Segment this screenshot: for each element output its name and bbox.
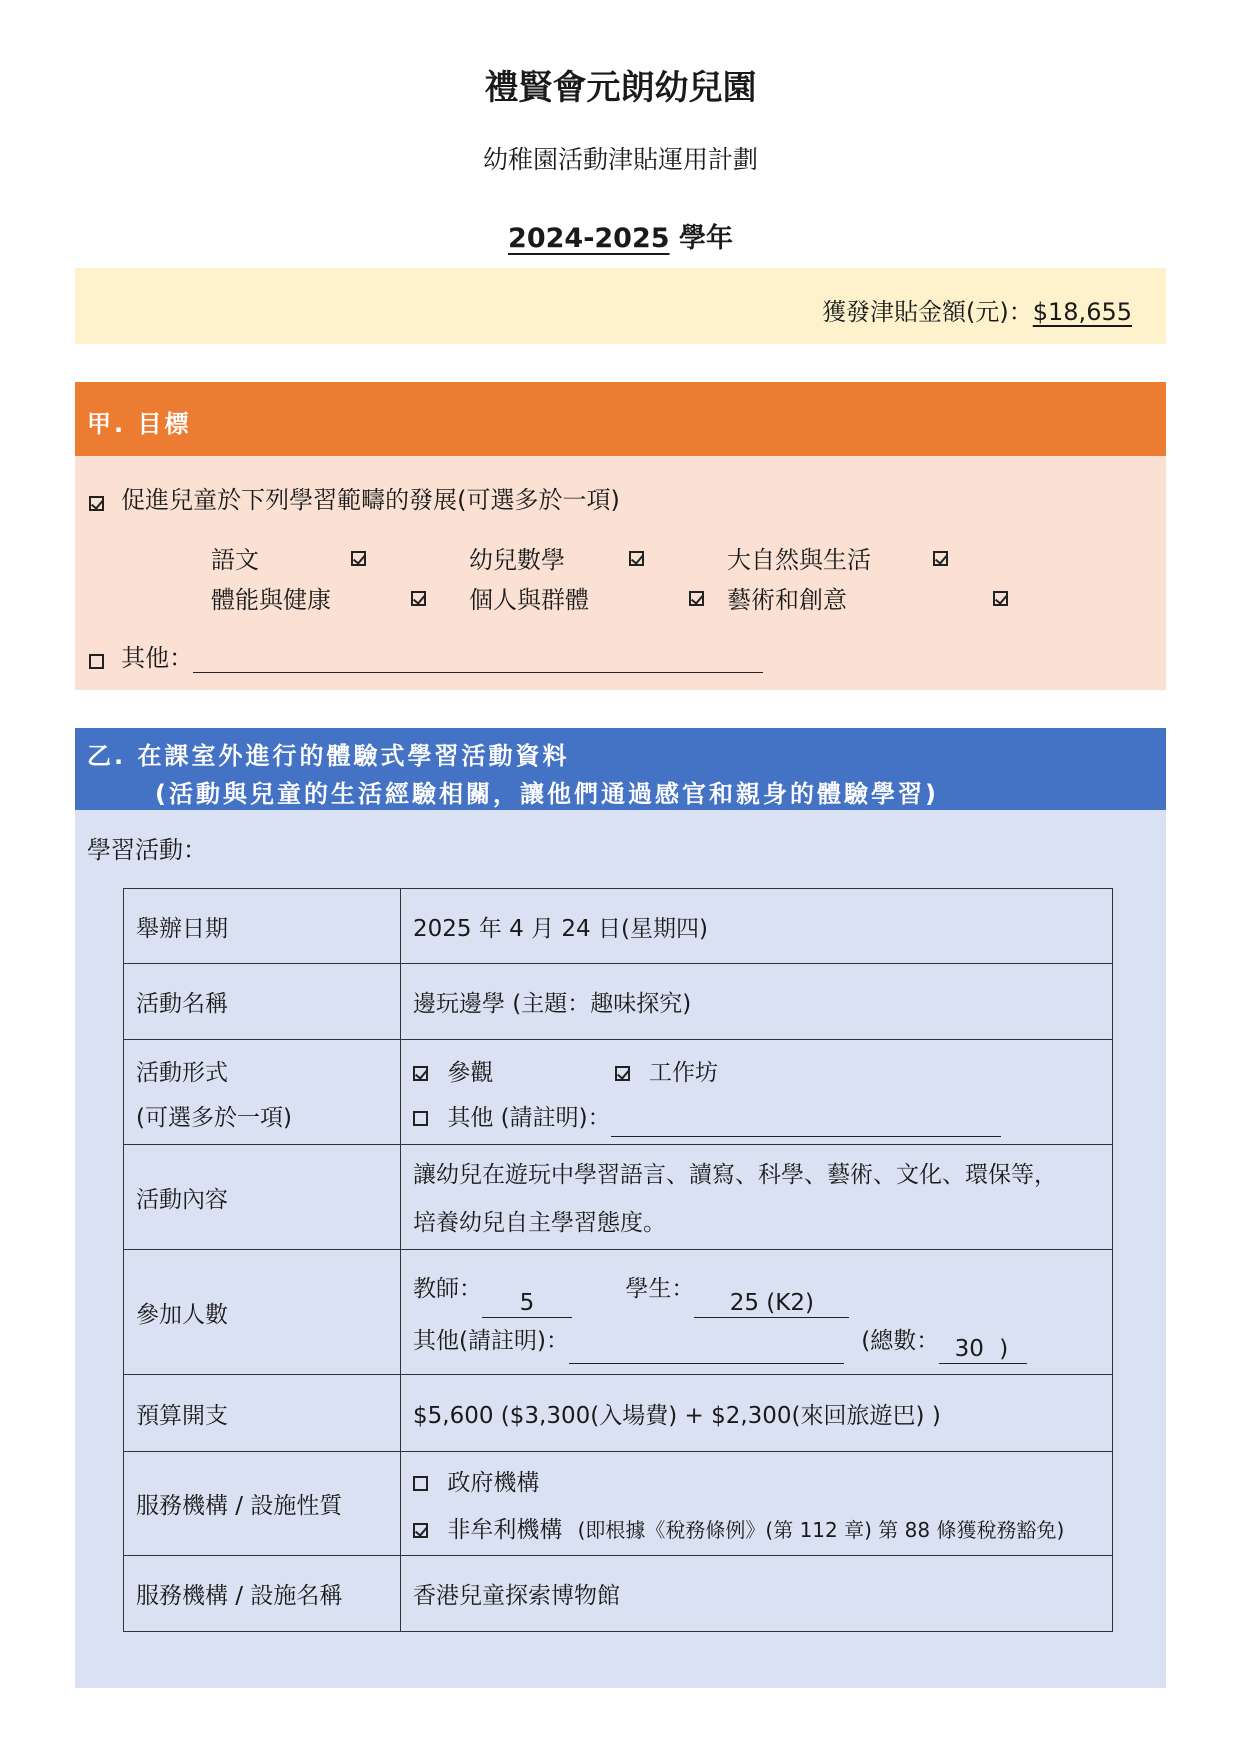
format-other-row <box>413 1099 1100 1137</box>
total-label: (總數： <box>861 1328 940 1354</box>
org-gov-row <box>413 1457 1100 1509</box>
content-line1: 讓幼兒在遊玩中學習語言、讀寫、科學、藝術、文化、環保等， <box>413 1162 1057 1188</box>
other-participants-label: 其他(請註明)： <box>413 1328 569 1354</box>
org-npo-note: (即根據《稅務條例》(第 112 章) 第 88 條獲稅務豁免) <box>577 1517 1065 1542</box>
content-value <box>401 1145 1113 1250</box>
table-row-content <box>124 1145 1113 1250</box>
student-count[interactable]: 25 (K2) <box>694 1289 849 1318</box>
main-objective-label: 促進兒童於下列學習範疇的發展(可選多於一項) <box>121 486 620 514</box>
subsidy-amount: $18,655 <box>1032 298 1132 326</box>
table-row-date <box>124 889 1113 964</box>
area-label-arts: 藝術和創意 <box>727 586 847 614</box>
table-row-format <box>124 1040 1113 1145</box>
format-options-row <box>413 1047 1100 1099</box>
other-objective-label: 其他： <box>121 644 194 672</box>
section-b-subtitle: (活動與兒童的生活經驗相關，讓他們通過感官和親身的體驗學習) <box>155 780 939 808</box>
format-value <box>401 1040 1113 1145</box>
subsidy-line <box>822 292 1132 327</box>
org-npo-label: 非牟利機構 <box>447 1516 563 1543</box>
total-close: ) <box>999 1336 1009 1362</box>
area-label-math: 幼兒數學 <box>469 546 565 574</box>
student-label: 學生： <box>625 1276 695 1302</box>
area-label-physical: 體能與健康 <box>211 586 331 614</box>
area-checkbox-nature[interactable] <box>933 551 948 566</box>
plan-title: 幼稚園活動津貼運用計劃 <box>482 145 758 174</box>
activity-name-value: 邊玩邊學 (主題：趣味探究) <box>401 964 1113 1040</box>
format-key-line2: (可選多於一項) <box>136 1105 292 1131</box>
school-year-number: 2024-2025 <box>508 223 670 254</box>
other-objective-row <box>89 638 763 673</box>
main-objective-checkbox[interactable] <box>89 496 104 511</box>
other-objective-checkbox[interactable] <box>89 654 104 669</box>
activity-name-key: 活動名稱 <box>124 964 401 1040</box>
section-a-body <box>75 456 1166 690</box>
total-underline <box>939 1335 1027 1364</box>
section-b-title: 乙. 在課室外進行的體驗式學習活動資料 <box>87 742 570 770</box>
date-value: 2025 年 4 月 24 日(星期四) <box>401 889 1113 964</box>
org-name-key: 服務機構 / 設施名稱 <box>124 1556 401 1632</box>
area-checkbox-math[interactable] <box>629 551 644 566</box>
content-key: 活動內容 <box>124 1145 401 1250</box>
format-workshop-label: 工作坊 <box>648 1060 718 1086</box>
table-row-org-name <box>124 1556 1113 1632</box>
subsidy-label: 獲發津貼金額(元)： <box>822 298 1033 326</box>
format-other-label: 其他 (請註明)： <box>447 1105 611 1131</box>
table-row-name <box>124 964 1113 1040</box>
section-a-title: 甲. 目標 <box>87 410 192 438</box>
format-key <box>124 1040 401 1145</box>
table-row-org-type <box>124 1452 1113 1556</box>
format-other-field[interactable] <box>611 1108 1001 1137</box>
activity-table <box>123 888 1113 1632</box>
org-npo-row <box>413 1509 1100 1551</box>
area-checkbox-physical[interactable] <box>411 591 426 606</box>
org-npo-checkbox[interactable] <box>413 1523 428 1538</box>
participants-line2 <box>413 1318 1100 1364</box>
teacher-label: 教師： <box>413 1276 482 1302</box>
participants-value <box>401 1250 1113 1375</box>
table-row-budget <box>124 1375 1113 1452</box>
main-objective-row <box>89 480 620 515</box>
budget-value: $5,600 ($3,300(入場費) + $2,300(來回旅遊巴) ) <box>401 1375 1113 1452</box>
date-key: 舉辦日期 <box>124 889 401 964</box>
school-year <box>0 216 1241 255</box>
org-type-value <box>401 1452 1113 1556</box>
area-checkbox-language[interactable] <box>351 551 366 566</box>
format-other-checkbox[interactable] <box>413 1111 428 1126</box>
org-type-key: 服務機構 / 設施性質 <box>124 1452 401 1556</box>
area-label-nature: 大自然與生活 <box>727 546 871 574</box>
org-gov-checkbox[interactable] <box>413 1476 428 1491</box>
area-label-language: 語文 <box>211 546 259 574</box>
format-visit-checkbox[interactable] <box>413 1066 428 1081</box>
budget-key: 預算開支 <box>124 1375 401 1452</box>
org-gov-label: 政府機構 <box>447 1469 540 1496</box>
section-b-heading <box>75 728 1166 810</box>
section-a-heading <box>75 382 1166 456</box>
area-label-self-society: 個人與群體 <box>469 586 589 614</box>
other-objective-field[interactable] <box>193 642 763 673</box>
school-name: 禮賢會元朗幼兒園 <box>484 68 757 108</box>
area-checkbox-arts[interactable] <box>993 591 1008 606</box>
format-workshop-checkbox[interactable] <box>615 1066 630 1081</box>
table-row-participants <box>124 1250 1113 1375</box>
participants-key: 參加人數 <box>124 1250 401 1375</box>
org-name-value: 香港兒童探索博物館 <box>401 1556 1113 1632</box>
teacher-count[interactable]: 5 <box>482 1289 572 1318</box>
area-checkbox-self-society[interactable] <box>689 591 704 606</box>
format-key-line1: 活動形式 <box>136 1060 228 1086</box>
subsidy-box <box>75 268 1166 344</box>
participants-line1 <box>413 1260 1100 1318</box>
school-year-suffix: 學年 <box>678 223 733 254</box>
total-count[interactable]: 30 <box>954 1336 984 1362</box>
content-line2: 培養幼兒自主學習態度。 <box>413 1210 666 1236</box>
format-visit-label: 參觀 <box>447 1060 494 1086</box>
other-participants-field[interactable] <box>569 1335 844 1364</box>
learning-activity-label: 學習活動： <box>87 836 207 864</box>
